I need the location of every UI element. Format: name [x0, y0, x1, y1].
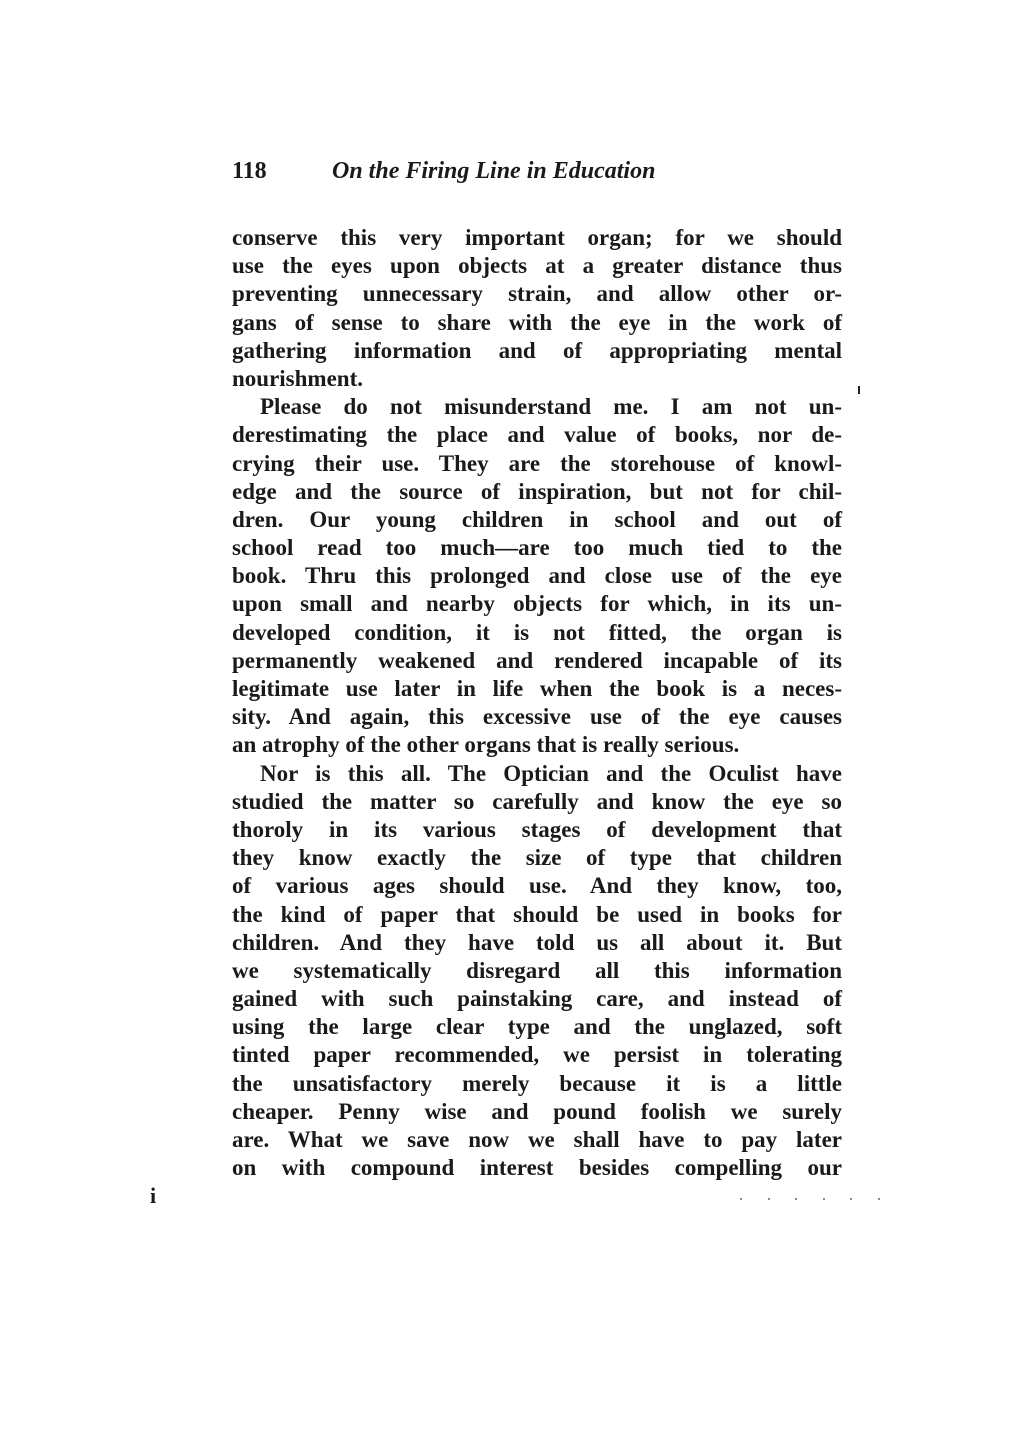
text-line: permanently weakened and rendered incapable of its: [232, 647, 842, 673]
text-line: children. And they have told us all about it. But: [232, 929, 842, 955]
text-line: cheaper. Penny wise and pound foolish we surely: [232, 1098, 842, 1124]
text-line: preventing unnecessary strain, and allow other or-: [232, 281, 842, 307]
text-line: dren. Our young children in school and out of: [232, 506, 842, 532]
text-line: Please do not misunderstand me. I am not un-: [260, 394, 842, 420]
text-line: the kind of paper that should be used in books for: [232, 901, 842, 927]
text-line: are. What we save now we shall have to pay later: [232, 1127, 842, 1152]
text-line: on with compound interest besides compelling our: [232, 1155, 842, 1181]
text-line: developed condition, it is not fitted, the organ is: [232, 619, 842, 645]
text-line: the unsatisfactory merely because it is a little: [232, 1070, 842, 1096]
text-line: use the eyes upon objects at a greater distance thus: [232, 253, 842, 279]
scan-dot: [878, 1198, 880, 1200]
text-line: sity. And again, this excessive use of the eye causes: [232, 704, 842, 730]
text-line: derestimating the place and value of books, nor de-: [232, 422, 842, 448]
text-line: of various ages should use. And they know, too,: [232, 873, 842, 899]
text-line: we systematically disregard all this information: [232, 957, 842, 983]
text-line: gathering information and of appropriating mental: [232, 337, 842, 363]
text-line: thoroly in its various stages of development that: [232, 816, 842, 842]
text-line: an atrophy of the other organs that is really serious.: [232, 732, 740, 758]
scan-dot: [850, 1198, 852, 1200]
text-line: gans of sense to share with the eye in the work of: [232, 309, 842, 335]
text-line: studied the matter so carefully and know the eye so: [232, 788, 842, 814]
footer-mark: i: [150, 1183, 157, 1208]
text-line: conserve this very important organ; for we should: [232, 225, 842, 250]
text-line: nourishment.: [232, 365, 363, 391]
running-title: On the Firing Line in Education: [332, 158, 656, 184]
text-line: upon small and nearby objects for which, in its un-: [232, 591, 842, 617]
text-line: tinted paper recommended, we persist in tolerating: [232, 1042, 842, 1068]
text-line: using the large clear type and the unglazed, soft: [232, 1014, 842, 1040]
text-line: book. Thru this prolonged and close use of the eye: [232, 563, 842, 589]
text-line: crying their use. They are the storehouse of knowl-: [232, 450, 842, 476]
text-line: Nor is this all. The Optician and the Oculist have: [260, 760, 842, 786]
page-header: [232, 158, 842, 192]
scan-dots: [740, 1198, 880, 1202]
text-line: edge and the source of inspiration, but not for chil-: [232, 478, 842, 504]
text-line: they know exactly the size of type that children: [232, 845, 842, 871]
text-line: gained with such painstaking care, and instead of: [232, 986, 842, 1012]
scan-dot: [768, 1198, 770, 1200]
scan-dot: [740, 1198, 742, 1200]
text-line: school read too much—are too much tied to the: [232, 535, 842, 561]
text-line: legitimate use later in life when the book is a neces-: [232, 676, 842, 701]
body-text: [232, 224, 842, 1182]
stray-ink-mark: [858, 386, 860, 394]
page-number: 118: [232, 158, 267, 184]
scan-dot: [823, 1198, 825, 1200]
scan-dot: [795, 1198, 797, 1200]
